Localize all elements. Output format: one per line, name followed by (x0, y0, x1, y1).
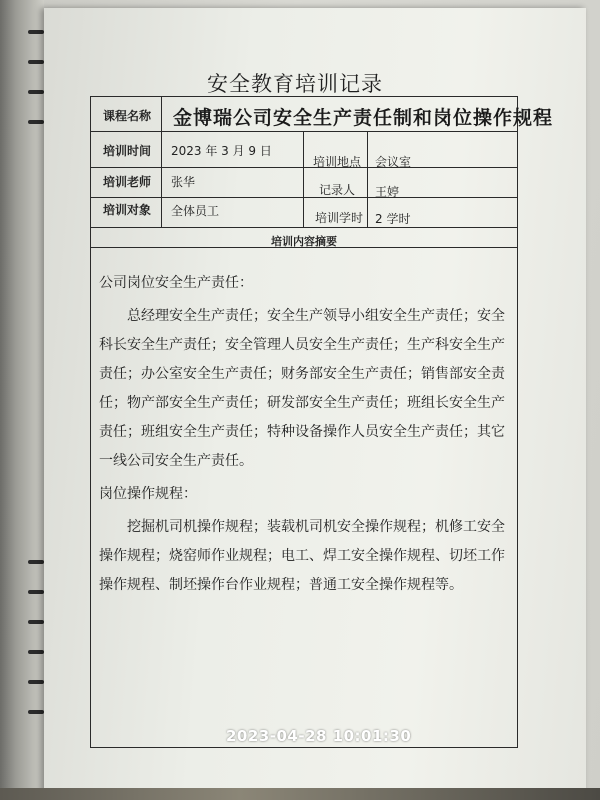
table-rule (91, 167, 517, 168)
place-label: 培训地点 (313, 155, 362, 169)
photo-timestamp: 2023-04-28 10:01:30 (226, 727, 412, 745)
target-label: 培训对象 (103, 203, 152, 217)
hours-label: 培训学时 (315, 211, 364, 225)
time-value: 2023 年 3 月 9 日 (171, 144, 272, 158)
binder-ring (28, 120, 44, 124)
section-body: 挖掘机司机操作规程；装载机司机安全操作规程；机修工安全操作规程；烧窑师作业规程；电工、焊工安全操作规程、切坯工作操作规程、制坯操作台作业规程；普通工安全操作规程等。 (99, 519, 505, 593)
summary-content (99, 269, 509, 600)
binder-ring (28, 650, 44, 654)
binder-ring (28, 60, 44, 64)
teacher-label: 培训老师 (103, 175, 152, 189)
binder-ring (28, 30, 44, 34)
table-surface (0, 788, 600, 800)
summary-heading: 培训内容摘要 (271, 235, 337, 248)
training-record-table (90, 96, 554, 748)
binder-ring (28, 620, 44, 624)
section-heading: 岗位操作规程： (99, 486, 197, 502)
teacher-value: 张华 (171, 175, 196, 189)
place-value: 会议室 (375, 155, 412, 169)
time-label: 培训时间 (103, 144, 152, 158)
binder-ring (28, 90, 44, 94)
recorder-value: 王婷 (375, 185, 400, 199)
recorder-label: 记录人 (319, 183, 356, 197)
section-heading: 公司岗位安全生产责任： (99, 275, 253, 291)
target-value: 全体员工 (171, 204, 220, 218)
table-rule (91, 131, 517, 132)
table-rule (91, 227, 517, 228)
hours-value: 2 学时 (375, 212, 411, 226)
table-rule (91, 197, 517, 198)
binder-edge (0, 0, 44, 800)
table-rule (303, 131, 304, 227)
binder-ring (28, 680, 44, 684)
course-label: 课程名称 (103, 109, 152, 123)
binder-ring (28, 560, 44, 564)
binder-ring (28, 710, 44, 714)
binder-ring (28, 590, 44, 594)
course-value: 金博瑞公司安全生产责任制和岗位操作规程 (173, 107, 554, 129)
table-rule (161, 97, 162, 227)
section-body: 总经理安全生产责任；安全生产领导小组安全生产责任；安全科长安全生产责任；安全管理人员安全生产责任；生产科安全生产责任；办公室安全生产责任；财务部安全生产责任；销售部安全责任；物产部安全生产责任；研发部安全生产责任；班组长安全生产责任；班组安全生产责任；特种设备操作人员安全生产责任；其它一线公司安全生产责任。 (99, 308, 505, 469)
table-rule (367, 131, 368, 227)
document-title: 安全教育培训记录 (207, 72, 383, 96)
